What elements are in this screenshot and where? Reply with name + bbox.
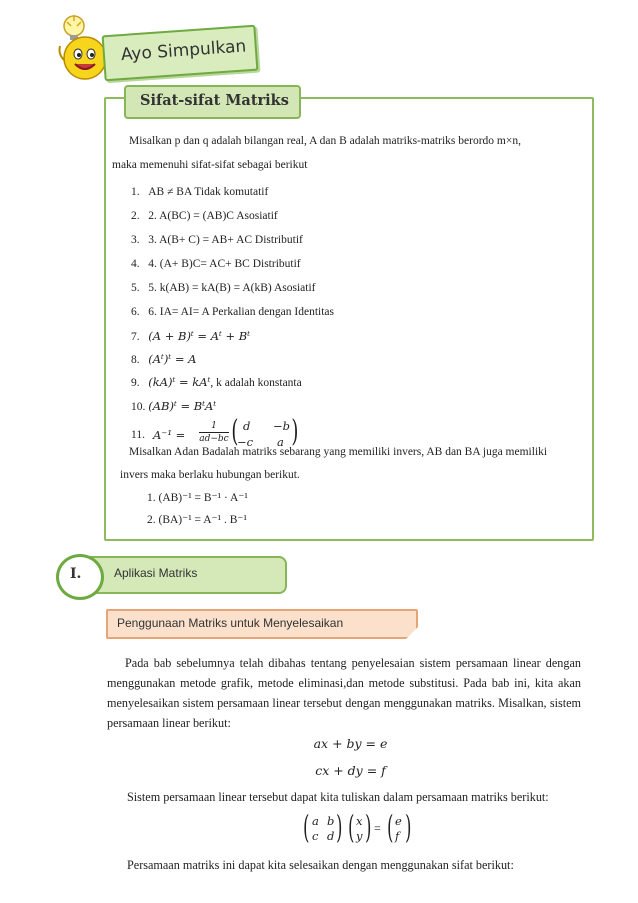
- paren-close-3-icon: ): [405, 808, 412, 846]
- section-title-bar: [88, 556, 287, 594]
- inverse-line-1: Misalkan Adan Badalah matriks sebarang yang memiliki invers, AB dan BA juga memiliki: [129, 446, 548, 458]
- property-9: 9. (kA)ᵗ = kAᵗ, k adalah konstanta: [131, 375, 302, 389]
- body-paragraph-2: Sistem persamaan linear tersebut dapat kita tuliskan dalam persamaan matriks berikut:: [127, 790, 549, 804]
- right-paren-icon: ): [291, 414, 299, 449]
- fraction-numerator: 1: [199, 420, 229, 433]
- paren-open-3-icon: (: [387, 808, 394, 846]
- property-7: 7. (A + B)ᵗ = Aᵗ + Bᵗ: [131, 329, 251, 343]
- property-8: 8. (Aᵗ)ᵗ = A: [131, 352, 197, 366]
- properties-title: Sifat-sifat Matriks: [140, 92, 289, 109]
- property-1: 1. AB ≠ BA Tidak komutatif: [131, 186, 269, 198]
- inverse-item-2: 2. (BA)⁻¹ = A⁻¹ . B⁻¹: [147, 514, 247, 526]
- paren-close-1-icon: ): [336, 808, 343, 846]
- left-paren-icon: (: [231, 414, 239, 449]
- property-2: 2. 2. A(BC) = (AB)C Asosiatif: [131, 210, 278, 222]
- inverse-item-1: 1. (AB)⁻¹ = B⁻¹ · A⁻¹: [147, 492, 248, 504]
- subsection-title: Penggunaan Matriks untuk Menyelesaikan: [117, 616, 344, 630]
- intro-line-2: maka memenuhi sifat-sifat sebagai berikut: [112, 159, 308, 171]
- section-number: I.: [70, 566, 82, 582]
- properties-title-tab: [124, 85, 301, 119]
- property-5: 5. 5. k(AB) = kA(B) = A(kB) Asosiatif: [131, 282, 316, 294]
- property-10: 10. (AB)ᵗ = BᵗAᵗ: [131, 399, 217, 413]
- section-number-badge: [56, 554, 104, 600]
- section-title: Aplikasi Matriks: [114, 566, 198, 580]
- body-paragraph-3: Persamaan matriks ini dapat kita selesaikan dengan menggunakan sifat berikut:: [127, 858, 514, 872]
- equation-1: ax + by = e: [313, 736, 388, 751]
- paren-close-2-icon: ): [365, 808, 372, 846]
- property-4: 4. 4. (A+ B)C= AC+ BC Distributif: [131, 258, 301, 270]
- equation-2: cx + dy = f: [315, 763, 386, 778]
- ayo-simpulkan-banner: [102, 25, 259, 82]
- fraction-denominator: ad−bc: [199, 434, 229, 444]
- body-paragraph-1: Pada bab sebelumnya telah dibahas tentang penyelesaian sistem persamaan linear dengan menggunakan metode grafik, metode eliminasi,dan metode substitusi. Pada bab ini, kita akan menyelesaikan sistem persamaan linear tersebut dengan menggunakan matriks. Misalkan, sistem persamaan linear berikut:: [107, 656, 581, 730]
- paren-open-1-icon: (: [303, 808, 310, 846]
- folded-corner-icon: [406, 627, 418, 639]
- ayo-simpulkan-label: Ayo Simpulkan: [120, 36, 247, 66]
- intro-line-1: Misalkan p dan q adalah bilangan real, A dan B adalah matriks-matriks berordo m×n,: [129, 135, 521, 147]
- property-6: 6. 6. IA= AI= A Perkalian dengan Identitas: [131, 306, 335, 318]
- paren-open-2-icon: (: [348, 808, 355, 846]
- inverse-line-2: invers maka berlaku hubungan berikut.: [120, 469, 300, 481]
- matrix-equation: ( a b c d ) ( x y ) = ( e f ): [303, 808, 412, 846]
- property-3: 3. 3. A(B+ C) = AB+ AC Distributif: [131, 234, 303, 246]
- subsection-banner: [106, 609, 418, 639]
